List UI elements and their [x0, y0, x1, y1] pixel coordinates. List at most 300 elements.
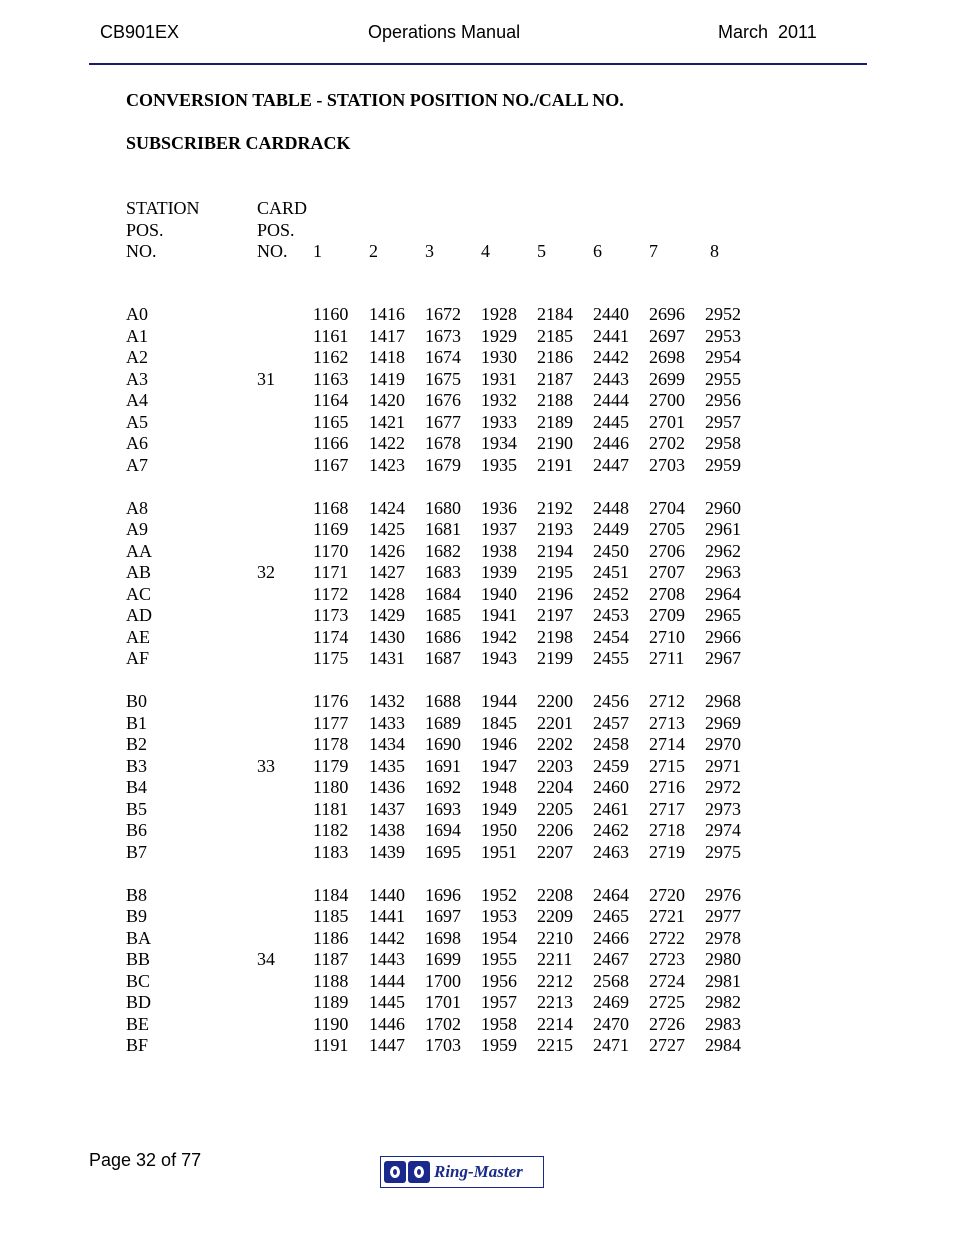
call-number-cell: 1684 [425, 583, 461, 604]
call-number-cell: 2699 [649, 368, 685, 389]
call-number-cell: 2958 [705, 433, 741, 453]
call-number-cell: 1934 [481, 433, 517, 453]
call-number-cell: 2966 [705, 626, 741, 647]
card-pos-cell: 34 [257, 949, 275, 969]
call-number-cell: 1701 [425, 992, 461, 1012]
call-number-cell: 1171 [313, 562, 349, 582]
table-row [0, 842, 954, 864]
call-number-cell: 1418 [369, 347, 405, 367]
call-number-cell: 2205 [537, 798, 573, 819]
table-row [0, 756, 954, 778]
station-pos-cell: B3 [126, 755, 148, 776]
station-pos-cell: A6 [126, 433, 148, 453]
table-row [0, 971, 954, 993]
table-row [0, 412, 954, 434]
station-pos-cell: AF [126, 648, 150, 668]
call-number-cell: 1953 [481, 906, 517, 926]
call-number-cell: 1930 [481, 347, 517, 367]
logo-mark-icon [384, 1161, 432, 1183]
station-header-line: STATION [126, 198, 200, 218]
call-number-cell: 1687 [425, 648, 461, 668]
call-number-cell: 2978 [705, 927, 741, 948]
call-number-cell: 2449 [593, 519, 629, 539]
call-number-cell: 2186 [537, 347, 573, 367]
call-number-cell: 1680 [425, 497, 461, 518]
call-number-cell: 2185 [537, 325, 573, 346]
call-number-cell: 2443 [593, 368, 629, 389]
call-number-cell: 2467 [593, 949, 629, 969]
column-number: 6 [593, 241, 602, 261]
call-number-cell: 1191 [313, 1035, 349, 1055]
call-number-cell: 2446 [593, 433, 629, 453]
call-number-cell: 1672 [425, 304, 461, 324]
call-number-cell: 2963 [705, 562, 741, 582]
call-number-cell: 2190 [537, 433, 573, 453]
call-number-cell: 2455 [593, 648, 629, 668]
table-row [0, 777, 954, 799]
call-number-cell: 1182 [313, 820, 349, 840]
header-doc-id: CB901EX [100, 22, 180, 42]
station-pos-cell: BC [126, 970, 151, 991]
call-number-cell: 1678 [425, 433, 461, 453]
call-number-cell: 2210 [537, 927, 573, 948]
call-number-cell: 2465 [593, 906, 629, 926]
call-number-cell: 2702 [649, 433, 685, 453]
call-number-cell: 2451 [593, 562, 629, 582]
call-number-cell: 2725 [649, 992, 685, 1012]
header-title: Operations Manual [368, 22, 521, 42]
call-number-cell: 1164 [313, 390, 349, 410]
call-number-cell: 1694 [425, 820, 461, 840]
call-number-cell: 1170 [313, 540, 349, 561]
call-number-cell: 1173 [313, 605, 349, 625]
call-number-cell: 1417 [369, 325, 405, 346]
call-number-cell: 1698 [425, 927, 461, 948]
call-number-cell: 1178 [313, 734, 349, 754]
call-number-cell: 1432 [369, 691, 405, 711]
call-number-cell: 2955 [705, 368, 741, 389]
call-number-cell: 2463 [593, 841, 629, 862]
call-number-cell: 2711 [649, 648, 685, 668]
call-number-cell: 1440 [369, 884, 405, 905]
station-pos-cell: B0 [126, 691, 148, 711]
table-row [0, 326, 954, 348]
call-number-cell: 1168 [313, 497, 349, 518]
call-number-cell: 1681 [425, 519, 461, 539]
call-number-cell: 1188 [313, 970, 349, 991]
table-row [0, 648, 954, 670]
call-number-cell: 1434 [369, 734, 405, 754]
call-number-cell: 2721 [649, 906, 685, 926]
table-row [0, 906, 954, 928]
call-number-cell: 2454 [593, 626, 629, 647]
call-number-cell: 1689 [425, 712, 461, 733]
call-number-cell: 2708 [649, 583, 685, 604]
call-number-cell: 2450 [593, 540, 629, 561]
call-number-cell: 2203 [537, 755, 573, 776]
call-number-cell: 2456 [593, 691, 629, 711]
station-header-line: POS. [126, 219, 164, 240]
station-pos-cell: BE [126, 1013, 150, 1034]
station-pos-cell: BD [126, 992, 152, 1012]
section-title: SUBSCRIBER CARDRACK [126, 133, 351, 153]
call-number-cell: 2198 [537, 626, 573, 647]
call-number-cell: 1693 [425, 798, 461, 819]
call-number-cell: 2194 [537, 540, 573, 561]
call-number-cell: 1937 [481, 519, 517, 539]
call-number-cell: 2696 [649, 304, 685, 324]
station-pos-cell: A2 [126, 347, 148, 367]
call-number-cell: 1163 [313, 368, 349, 389]
table-row [0, 627, 954, 649]
call-number-cell: 1936 [481, 497, 517, 518]
call-number-cell: 1690 [425, 734, 461, 754]
call-number-cell: 1420 [369, 390, 405, 410]
call-number-cell: 2984 [705, 1035, 741, 1055]
call-number-cell: 2959 [705, 454, 741, 475]
call-number-cell: 1675 [425, 368, 461, 389]
call-number-cell: 1699 [425, 949, 461, 969]
call-number-cell: 2705 [649, 519, 685, 539]
conversion-table [0, 304, 954, 1078]
column-number: 8 [710, 241, 719, 261]
station-pos-cell: B7 [126, 841, 148, 862]
call-number-cell: 2461 [593, 798, 629, 819]
call-number-cell: 1184 [313, 884, 349, 905]
table-row [0, 498, 954, 520]
call-number-cell: 1954 [481, 927, 517, 948]
call-number-cell: 2717 [649, 798, 685, 819]
card-pos-cell: 31 [257, 368, 275, 389]
call-number-cell: 2968 [705, 691, 741, 711]
table-group [0, 498, 954, 692]
call-number-cell: 1423 [369, 454, 405, 475]
call-number-cell: 1429 [369, 605, 405, 625]
column-number: 5 [537, 241, 546, 261]
table-row [0, 369, 954, 391]
call-number-cell: 2187 [537, 368, 573, 389]
table-group [0, 304, 954, 498]
call-number-cell: 2983 [705, 1013, 741, 1034]
column-number: 7 [649, 241, 658, 261]
call-number-cell: 1187 [313, 949, 349, 969]
call-number-cell: 1427 [369, 562, 405, 582]
station-pos-cell: A8 [126, 497, 148, 518]
call-number-cell: 1435 [369, 755, 405, 776]
call-number-cell: 1683 [425, 562, 461, 582]
table-row [0, 1035, 954, 1057]
call-number-cell: 2962 [705, 540, 741, 561]
call-number-cell: 2448 [593, 497, 629, 518]
call-number-cell: 2444 [593, 390, 629, 410]
call-number-cell: 1424 [369, 497, 405, 518]
call-number-cell: 1431 [369, 648, 405, 668]
call-number-cell: 1437 [369, 798, 405, 819]
table-row [0, 304, 954, 326]
call-number-cell: 1166 [313, 433, 349, 453]
call-number-cell: 2471 [593, 1035, 629, 1055]
call-number-cell: 2964 [705, 583, 741, 604]
call-number-cell: 2459 [593, 755, 629, 776]
call-number-cell: 1944 [481, 691, 517, 711]
station-pos-cell: B2 [126, 734, 148, 754]
call-number-cell: 2704 [649, 497, 685, 518]
call-number-cell: 2206 [537, 820, 573, 840]
call-number-cell: 1430 [369, 626, 405, 647]
call-number-cell: 2192 [537, 497, 573, 518]
call-number-cell: 2713 [649, 712, 685, 733]
table-row [0, 390, 954, 412]
call-number-cell: 2953 [705, 325, 741, 346]
call-number-cell: 1950 [481, 820, 517, 840]
header-rule [89, 63, 867, 65]
call-number-cell: 2197 [537, 605, 573, 625]
call-number-cell: 2469 [593, 992, 629, 1012]
call-number-cell: 2723 [649, 949, 685, 969]
call-number-cell: 1416 [369, 304, 405, 324]
call-number-cell: 2714 [649, 734, 685, 754]
call-number-cell: 1928 [481, 304, 517, 324]
call-number-cell: 1686 [425, 626, 461, 647]
call-number-cell: 1177 [313, 712, 349, 733]
call-number-cell: 1186 [313, 927, 349, 948]
table-row [0, 1014, 954, 1036]
call-number-cell: 1441 [369, 906, 405, 926]
call-number-cell: 1677 [425, 411, 461, 432]
call-number-cell: 1697 [425, 906, 461, 926]
call-number-cell: 2719 [649, 841, 685, 862]
column-number: 3 [425, 241, 434, 261]
call-number-cell: 2706 [649, 540, 685, 561]
page-title: CONVERSION TABLE - STATION POSITION NO./CALL NO. [126, 90, 624, 110]
call-number-cell: 2720 [649, 884, 685, 905]
table-row [0, 584, 954, 606]
call-number-cell: 2969 [705, 712, 741, 733]
call-number-cell: 2204 [537, 777, 573, 797]
call-number-cell: 2716 [649, 777, 685, 797]
call-number-cell: 1692 [425, 777, 461, 797]
column-number: 2 [369, 241, 378, 261]
column-number: 1 [313, 241, 322, 261]
table-row [0, 455, 954, 477]
call-number-cell: 2952 [705, 304, 741, 324]
call-number-cell: 2189 [537, 411, 573, 432]
call-number-cell: 1700 [425, 970, 461, 991]
station-pos-cell: B6 [126, 820, 148, 840]
call-number-cell: 1959 [481, 1035, 517, 1055]
call-number-cell: 1943 [481, 648, 517, 668]
station-pos-cell: B1 [126, 712, 148, 733]
call-number-cell: 2214 [537, 1013, 573, 1034]
call-number-cell: 1161 [313, 325, 349, 346]
call-number-cell: 1443 [369, 949, 405, 969]
call-number-cell: 2188 [537, 390, 573, 410]
table-row [0, 820, 954, 842]
call-number-cell: 1189 [313, 992, 349, 1012]
call-number-cell: 1682 [425, 540, 461, 561]
call-number-cell: 2718 [649, 820, 685, 840]
call-number-cell: 2722 [649, 927, 685, 948]
call-number-cell: 1176 [313, 691, 349, 711]
call-number-cell: 2961 [705, 519, 741, 539]
call-number-cell: 2447 [593, 454, 629, 475]
station-pos-cell: AA [126, 540, 152, 561]
table-row [0, 928, 954, 950]
station-pos-cell: A7 [126, 454, 148, 475]
call-number-cell: 1426 [369, 540, 405, 561]
call-number-cell: 2196 [537, 583, 573, 604]
call-number-cell: 2954 [705, 347, 741, 367]
call-number-cell: 2700 [649, 390, 685, 410]
call-number-cell: 2981 [705, 970, 741, 991]
station-pos-cell: BF [126, 1035, 149, 1055]
station-pos-cell: BB [126, 949, 151, 969]
call-number-cell: 2460 [593, 777, 629, 797]
call-number-cell: 1162 [313, 347, 349, 367]
call-number-cell: 1949 [481, 798, 517, 819]
station-pos-cell: A1 [126, 325, 148, 346]
call-number-cell: 2965 [705, 605, 741, 625]
call-number-cell: 2462 [593, 820, 629, 840]
call-number-cell: 1167 [313, 454, 349, 475]
station-pos-cell: B9 [126, 906, 148, 926]
call-number-cell: 2195 [537, 562, 573, 582]
call-number-cell: 2470 [593, 1013, 629, 1034]
call-number-cell: 2972 [705, 777, 741, 797]
call-number-cell: 1845 [481, 712, 517, 733]
call-number-cell: 2191 [537, 454, 573, 475]
call-number-cell: 1955 [481, 949, 517, 969]
call-number-cell: 2971 [705, 755, 741, 776]
call-number-cell: 2974 [705, 820, 741, 840]
call-number-cell: 1952 [481, 884, 517, 905]
table-row [0, 691, 954, 713]
station-pos-cell: A3 [126, 368, 148, 389]
call-number-cell: 2207 [537, 841, 573, 862]
table-row [0, 347, 954, 369]
call-number-cell: 2452 [593, 583, 629, 604]
call-number-cell: 1958 [481, 1013, 517, 1034]
call-number-cell: 1165 [313, 411, 349, 432]
call-number-cell: 1940 [481, 583, 517, 604]
call-number-cell: 2458 [593, 734, 629, 754]
station-pos-cell: B8 [126, 884, 148, 905]
column-number: 4 [481, 241, 490, 261]
call-number-cell: 1175 [313, 648, 349, 668]
call-number-cell: 1703 [425, 1035, 461, 1055]
call-number-cell: 1447 [369, 1035, 405, 1055]
call-number-cell: 1181 [313, 798, 349, 819]
call-number-cell: 1676 [425, 390, 461, 410]
call-number-cell: 1179 [313, 755, 349, 776]
call-number-cell: 1691 [425, 755, 461, 776]
call-number-cell: 1446 [369, 1013, 405, 1034]
station-pos-cell: A5 [126, 411, 148, 432]
call-number-cell: 1946 [481, 734, 517, 754]
call-number-cell: 2445 [593, 411, 629, 432]
call-number-cell: 1183 [313, 841, 349, 862]
call-number-cell: 2715 [649, 755, 685, 776]
call-number-cell: 2457 [593, 712, 629, 733]
table-row [0, 433, 954, 455]
call-number-cell: 1939 [481, 562, 517, 582]
card-header-line: NO. [257, 241, 288, 261]
call-number-cell: 1931 [481, 368, 517, 389]
call-number-cell: 2724 [649, 970, 685, 991]
call-number-cell: 2976 [705, 884, 741, 905]
call-number-cell: 1421 [369, 411, 405, 432]
call-number-cell: 2975 [705, 841, 741, 862]
call-number-cell: 1695 [425, 841, 461, 862]
call-number-cell: 2442 [593, 347, 629, 367]
call-number-cell: 2957 [705, 411, 741, 432]
card-header-line: POS. [257, 219, 295, 240]
call-number-cell: 1942 [481, 626, 517, 647]
call-number-cell: 1956 [481, 970, 517, 991]
call-number-cell: 2440 [593, 304, 629, 324]
call-number-cell: 2973 [705, 798, 741, 819]
call-number-cell: 2970 [705, 734, 741, 754]
station-pos-cell: AC [126, 583, 152, 604]
call-number-cell: 2208 [537, 884, 573, 905]
call-number-cell: 1674 [425, 347, 461, 367]
call-number-cell: 1947 [481, 755, 517, 776]
page-number: Page 32 of 77 [89, 1150, 202, 1170]
call-number-cell: 2466 [593, 927, 629, 948]
call-number-cell: 1673 [425, 325, 461, 346]
call-number-cell: 2199 [537, 648, 573, 668]
table-row [0, 799, 954, 821]
table-row [0, 562, 954, 584]
call-number-cell: 1422 [369, 433, 405, 453]
call-number-cell: 2726 [649, 1013, 685, 1034]
call-number-cell: 2184 [537, 304, 573, 324]
call-number-cell: 1169 [313, 519, 349, 539]
call-number-cell: 1442 [369, 927, 405, 948]
call-number-cell: 2453 [593, 605, 629, 625]
table-row [0, 734, 954, 756]
call-number-cell: 2213 [537, 992, 573, 1012]
call-number-cell: 1433 [369, 712, 405, 733]
station-pos-cell: AD [126, 605, 152, 625]
call-number-cell: 2727 [649, 1035, 685, 1055]
call-number-cell: 1702 [425, 1013, 461, 1034]
call-number-cell: 2193 [537, 519, 573, 539]
call-number-cell: 1436 [369, 777, 405, 797]
card-header-line: CARD [257, 198, 308, 218]
call-number-cell: 1190 [313, 1013, 349, 1034]
table-row [0, 519, 954, 541]
call-number-cell: 1938 [481, 540, 517, 561]
call-number-cell: 1419 [369, 368, 405, 389]
station-pos-cell: B5 [126, 798, 148, 819]
station-pos-cell: A9 [126, 519, 148, 539]
call-number-cell: 2698 [649, 347, 685, 367]
call-number-cell: 1428 [369, 583, 405, 604]
call-number-cell: 2211 [537, 949, 573, 969]
call-number-cell: 1180 [313, 777, 349, 797]
station-pos-cell: B4 [126, 777, 148, 797]
table-row [0, 949, 954, 971]
call-number-cell: 2703 [649, 454, 685, 475]
call-number-cell: 2710 [649, 626, 685, 647]
call-number-cell: 1951 [481, 841, 517, 862]
table-row [0, 885, 954, 907]
card-pos-cell: 32 [257, 562, 275, 582]
call-number-cell: 1172 [313, 583, 349, 604]
station-pos-cell: AB [126, 562, 152, 582]
call-number-cell: 2202 [537, 734, 573, 754]
